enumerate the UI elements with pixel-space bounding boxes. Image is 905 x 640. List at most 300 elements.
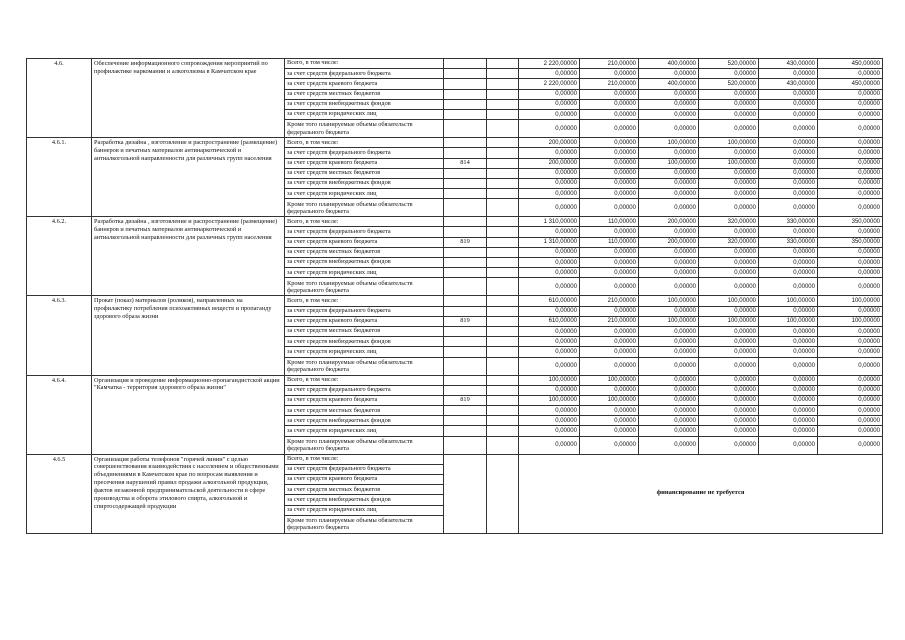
item-number: 4.6.1. — [27, 138, 92, 217]
grbs-code — [444, 109, 487, 119]
amount-year: 0,00000 — [759, 168, 818, 178]
grbs-code — [444, 247, 487, 257]
amount-year: 0,00000 — [580, 247, 639, 257]
amount-year: 0,00000 — [639, 227, 699, 237]
amount-year: 350,00000 — [818, 217, 883, 227]
amount-year: 0,00000 — [699, 69, 759, 79]
amount-total: 100,00000 — [519, 375, 580, 385]
funding-source-label: за счет средств федерального бюджета — [285, 306, 444, 316]
amount-year: 0,00000 — [580, 406, 639, 416]
funding-source-label: за счет средств юридических лиц — [285, 189, 444, 199]
blank-cell — [487, 168, 519, 178]
blank-cell — [487, 278, 519, 296]
amount-year: 100,00000 — [759, 296, 818, 306]
funding-source-label: Всего, в том числе: — [285, 217, 444, 227]
item-name: Разработка дизайна , изготовление и распространение (размещение) баннеров и печатных материалов антинаркотической и антиалкогольной направленности для различных групп населения — [92, 138, 285, 217]
grbs-code — [444, 426, 487, 436]
blank-cell — [487, 258, 519, 268]
amount-year: 0,00000 — [759, 199, 818, 217]
amount-year: 0,00000 — [759, 138, 818, 148]
amount-total: 0,00000 — [519, 99, 580, 109]
amount-year: 0,00000 — [818, 357, 883, 375]
item-name: Организация и проведение информационно-пропагандистской акции "Камчатка - территория здорового образа жизни" — [92, 375, 285, 454]
amount-total: 0,00000 — [519, 69, 580, 79]
amount-year: 0,00000 — [639, 258, 699, 268]
amount-year: 330,00000 — [759, 217, 818, 227]
amount-total: 0,00000 — [519, 426, 580, 436]
amount-year: 0,00000 — [699, 395, 759, 405]
amount-total: 0,00000 — [519, 120, 580, 138]
amount-year: 0,00000 — [699, 99, 759, 109]
amount-year: 0,00000 — [639, 375, 699, 385]
funding-source-label: за счет средств юридических лиц — [285, 347, 444, 357]
amount-year: 0,00000 — [759, 89, 818, 99]
amount-year: 320,00000 — [699, 237, 759, 247]
amount-year: 0,00000 — [759, 99, 818, 109]
amount-year: 0,00000 — [818, 436, 883, 454]
blank-cell — [487, 395, 519, 405]
funding-source-label: за счет средств местных бюджетов — [285, 247, 444, 257]
grbs-code — [444, 454, 487, 533]
blank-cell — [487, 189, 519, 199]
funding-source-label: за счет средств краевого бюджета — [285, 158, 444, 168]
amount-year: 0,00000 — [759, 306, 818, 316]
blank-cell — [487, 138, 519, 148]
amount-year: 0,00000 — [699, 278, 759, 296]
amount-year: 0,00000 — [818, 69, 883, 79]
amount-year: 0,00000 — [580, 99, 639, 109]
funding-source-label: за счет средств краевого бюджета — [285, 395, 444, 405]
amount-year: 0,00000 — [639, 395, 699, 405]
funding-source-label: за счет средств внебюджетных фондов — [285, 258, 444, 268]
blank-cell — [487, 89, 519, 99]
funding-source-label: Кроме того планируемые объемы обязательств федерального бюджета — [285, 436, 444, 454]
amount-year: 0,00000 — [759, 247, 818, 257]
amount-year: 0,00000 — [759, 268, 818, 278]
amount-year: 0,00000 — [580, 326, 639, 336]
amount-year: 520,00000 — [699, 59, 759, 69]
amount-year: 0,00000 — [699, 357, 759, 375]
funding-table — [26, 58, 883, 534]
amount-total: 1 310,00000 — [519, 237, 580, 247]
blank-cell — [487, 158, 519, 168]
amount-year: 0,00000 — [580, 337, 639, 347]
blank-cell — [487, 357, 519, 375]
grbs-code — [444, 357, 487, 375]
amount-year: 0,00000 — [699, 426, 759, 436]
amount-year: 0,00000 — [580, 416, 639, 426]
amount-year: 0,00000 — [759, 158, 818, 168]
amount-year: 200,00000 — [639, 237, 699, 247]
funding-source-label: за счет средств внебюджетных фондов — [285, 495, 444, 505]
amount-year: 200,00000 — [639, 217, 699, 227]
funding-source-label: за счет средств федерального бюджета — [285, 227, 444, 237]
amount-year: 0,00000 — [818, 258, 883, 268]
item-name: Прокат (показ) материалов (роликов), направленных на профилактику потребления психоактивных веществ и пропаганду здорового образа жизни — [92, 296, 285, 375]
funding-source-label: Кроме того планируемые объемы обязательств федерального бюджета — [285, 278, 444, 296]
grbs-code — [444, 178, 487, 188]
amount-year: 330,00000 — [759, 237, 818, 247]
amount-year: 0,00000 — [639, 120, 699, 138]
blank-cell — [487, 268, 519, 278]
amount-year: 0,00000 — [699, 416, 759, 426]
amount-year: 0,00000 — [580, 385, 639, 395]
amount-year: 430,00000 — [759, 79, 818, 89]
grbs-code: 819 — [444, 395, 487, 405]
amount-total: 0,00000 — [519, 326, 580, 336]
funding-source-label: за счет средств федерального бюджета — [285, 385, 444, 395]
blank-cell — [487, 375, 519, 385]
grbs-code — [444, 59, 487, 69]
amount-year: 110,00000 — [580, 237, 639, 247]
amount-year: 0,00000 — [759, 357, 818, 375]
grbs-code — [444, 69, 487, 79]
amount-year: 0,00000 — [759, 109, 818, 119]
amount-year: 0,00000 — [699, 436, 759, 454]
amount-year: 0,00000 — [759, 416, 818, 426]
grbs-code — [444, 89, 487, 99]
amount-year: 0,00000 — [639, 278, 699, 296]
grbs-code — [444, 99, 487, 109]
blank-cell — [487, 416, 519, 426]
amount-year: 100,00000 — [639, 138, 699, 148]
funding-source-label: за счет средств краевого бюджета — [285, 79, 444, 89]
amount-year: 0,00000 — [759, 258, 818, 268]
grbs-code — [444, 347, 487, 357]
program-funding-table-sheet — [26, 58, 883, 534]
amount-year: 0,00000 — [759, 375, 818, 385]
amount-year: 0,00000 — [759, 69, 818, 79]
amount-year: 0,00000 — [699, 189, 759, 199]
amount-year: 0,00000 — [818, 89, 883, 99]
amount-total: 100,00000 — [519, 395, 580, 405]
funding-source-label: за счет средств юридических лиц — [285, 109, 444, 119]
amount-year: 0,00000 — [580, 109, 639, 119]
amount-year: 210,00000 — [580, 59, 639, 69]
blank-cell — [487, 227, 519, 237]
table-row — [27, 375, 883, 385]
amount-year: 0,00000 — [699, 258, 759, 268]
amount-year: 0,00000 — [818, 199, 883, 217]
amount-year: 0,00000 — [818, 247, 883, 257]
amount-year: 0,00000 — [580, 120, 639, 138]
no-funding-note: финансирование не требуется — [519, 454, 883, 533]
amount-year: 0,00000 — [580, 436, 639, 454]
grbs-code — [444, 385, 487, 395]
funding-source-label: за счет средств краевого бюджета — [285, 316, 444, 326]
grbs-code — [444, 217, 487, 227]
amount-year: 0,00000 — [639, 306, 699, 316]
amount-year: 100,00000 — [580, 375, 639, 385]
blank-cell — [487, 199, 519, 217]
amount-year: 0,00000 — [759, 227, 818, 237]
amount-year: 0,00000 — [639, 199, 699, 217]
amount-total: 2 220,00000 — [519, 59, 580, 69]
grbs-code — [444, 120, 487, 138]
amount-year: 0,00000 — [759, 120, 818, 138]
amount-year: 0,00000 — [699, 347, 759, 357]
item-number: 4.6. — [27, 59, 92, 138]
table-row — [27, 454, 883, 464]
amount-year: 0,00000 — [639, 337, 699, 347]
amount-year: 0,00000 — [818, 109, 883, 119]
amount-year: 0,00000 — [699, 337, 759, 347]
grbs-code — [444, 258, 487, 268]
amount-year: 0,00000 — [580, 69, 639, 79]
grbs-code — [444, 436, 487, 454]
table-row — [27, 296, 883, 306]
amount-year: 0,00000 — [818, 406, 883, 416]
funding-source-label: за счет средств юридических лиц — [285, 505, 444, 515]
funding-source-label: за счет средств местных бюджетов — [285, 89, 444, 99]
amount-total: 610,00000 — [519, 296, 580, 306]
amount-total: 200,00000 — [519, 158, 580, 168]
amount-year: 0,00000 — [759, 189, 818, 199]
amount-year: 0,00000 — [759, 436, 818, 454]
blank-cell — [487, 385, 519, 395]
amount-year: 0,00000 — [818, 375, 883, 385]
grbs-code: 819 — [444, 316, 487, 326]
amount-year: 0,00000 — [580, 168, 639, 178]
blank-cell — [487, 436, 519, 454]
amount-year: 320,00000 — [699, 217, 759, 227]
amount-year: 520,00000 — [699, 79, 759, 89]
amount-total: 0,00000 — [519, 178, 580, 188]
amount-year: 0,00000 — [818, 278, 883, 296]
grbs-code — [444, 227, 487, 237]
amount-year: 0,00000 — [639, 99, 699, 109]
item-name: Обеспечение информационного сопровождения мероприятий по профилактике наркомании и алкоголизма в Камчатском крае — [92, 59, 285, 138]
grbs-code — [444, 199, 487, 217]
amount-total: 0,00000 — [519, 227, 580, 237]
blank-cell — [487, 347, 519, 357]
amount-year: 0,00000 — [699, 385, 759, 395]
amount-year: 0,00000 — [639, 406, 699, 416]
blank-cell — [487, 109, 519, 119]
amount-year: 0,00000 — [818, 227, 883, 237]
grbs-code — [444, 406, 487, 416]
amount-year: 0,00000 — [818, 158, 883, 168]
funding-source-label: Всего, в том числе: — [285, 59, 444, 69]
grbs-code — [444, 138, 487, 148]
blank-cell — [487, 296, 519, 306]
amount-total: 0,00000 — [519, 89, 580, 99]
amount-year: 450,00000 — [818, 59, 883, 69]
amount-year: 100,00000 — [639, 296, 699, 306]
amount-year: 0,00000 — [580, 347, 639, 357]
amount-year: 0,00000 — [699, 306, 759, 316]
funding-table-body — [27, 59, 883, 534]
funding-source-label: Кроме того планируемые объемы обязательств федерального бюджета — [285, 199, 444, 217]
amount-year: 100,00000 — [639, 316, 699, 326]
amount-year: 0,00000 — [818, 268, 883, 278]
blank-cell — [487, 247, 519, 257]
funding-source-label: за счет средств федерального бюджета — [285, 148, 444, 158]
amount-year: 0,00000 — [699, 199, 759, 217]
grbs-code — [444, 375, 487, 385]
amount-year: 0,00000 — [818, 306, 883, 316]
blank-cell — [487, 306, 519, 316]
amount-year: 0,00000 — [639, 148, 699, 158]
funding-source-label: за счет средств местных бюджетов — [285, 168, 444, 178]
amount-total: 0,00000 — [519, 268, 580, 278]
table-row — [27, 59, 883, 69]
amount-year: 0,00000 — [580, 138, 639, 148]
amount-year: 0,00000 — [699, 227, 759, 237]
blank-cell — [487, 178, 519, 188]
table-row — [27, 217, 883, 227]
amount-year: 100,00000 — [699, 158, 759, 168]
amount-total: 0,00000 — [519, 247, 580, 257]
amount-total: 0,00000 — [519, 109, 580, 119]
amount-year: 0,00000 — [818, 426, 883, 436]
funding-source-label: Всего, в том числе: — [285, 138, 444, 148]
grbs-code — [444, 189, 487, 199]
blank-cell — [487, 326, 519, 336]
amount-year: 0,00000 — [759, 395, 818, 405]
amount-year: 0,00000 — [580, 89, 639, 99]
amount-year: 100,00000 — [818, 296, 883, 306]
funding-source-label: за счет средств местных бюджетов — [285, 485, 444, 495]
amount-year: 430,00000 — [759, 59, 818, 69]
amount-year: 0,00000 — [699, 120, 759, 138]
item-name: Организация работы телефонов "горячей линии" с целью совершенствования взаимодействия с населением и общественными объединениями в Камчатском крае по вопросам выявления и пресечения нарушений правил продажи алкогольной продукции, фактов незаконной предпринимательской деятельности в сфере производства и оборота этилового спирта, алкогольной и спиртосодержащей продукции — [92, 454, 285, 533]
item-number: 4.6.3. — [27, 296, 92, 375]
funding-source-label: за счет средств местных бюджетов — [285, 326, 444, 336]
grbs-code — [444, 296, 487, 306]
item-name: Разработка дизайна , изготовление и распространение (размещение) баннеров и печатных материалов антинаркотической и антиалкогольной направленности для различных групп населения — [92, 217, 285, 296]
amount-year: 400,00000 — [639, 79, 699, 89]
amount-year: 100,00000 — [759, 316, 818, 326]
amount-year: 100,00000 — [818, 316, 883, 326]
funding-source-label: Кроме того планируемые объемы обязательств федерального бюджета — [285, 515, 444, 533]
amount-year: 0,00000 — [580, 306, 639, 316]
amount-year: 0,00000 — [639, 436, 699, 454]
funding-source-label: Кроме того планируемые объемы обязательств федерального бюджета — [285, 357, 444, 375]
amount-year: 0,00000 — [580, 189, 639, 199]
funding-source-label: за счет средств внебюджетных фондов — [285, 416, 444, 426]
amount-total: 0,00000 — [519, 199, 580, 217]
amount-year: 0,00000 — [699, 178, 759, 188]
grbs-code: 819 — [444, 237, 487, 247]
amount-year: 100,00000 — [639, 158, 699, 168]
amount-year: 0,00000 — [818, 385, 883, 395]
blank-cell — [487, 120, 519, 138]
amount-year: 0,00000 — [818, 99, 883, 109]
amount-year: 0,00000 — [699, 326, 759, 336]
blank-cell — [487, 337, 519, 347]
amount-total: 0,00000 — [519, 416, 580, 426]
blank-cell — [487, 79, 519, 89]
grbs-code — [444, 268, 487, 278]
amount-year: 210,00000 — [580, 316, 639, 326]
amount-year: 0,00000 — [699, 406, 759, 416]
amount-year: 0,00000 — [639, 247, 699, 257]
item-number: 4.6.5 — [27, 454, 92, 533]
grbs-code — [444, 326, 487, 336]
amount-year: 0,00000 — [639, 326, 699, 336]
amount-year: 0,00000 — [699, 89, 759, 99]
amount-year: 0,00000 — [580, 199, 639, 217]
funding-source-label: за счет средств внебюджетных фондов — [285, 178, 444, 188]
amount-year: 0,00000 — [639, 69, 699, 79]
amount-total: 0,00000 — [519, 148, 580, 158]
grbs-code — [444, 168, 487, 178]
amount-year: 0,00000 — [580, 178, 639, 188]
grbs-code: 814 — [444, 158, 487, 168]
amount-total: 0,00000 — [519, 385, 580, 395]
amount-year: 0,00000 — [639, 357, 699, 375]
amount-total: 610,00000 — [519, 316, 580, 326]
amount-total: 0,00000 — [519, 436, 580, 454]
funding-source-label: Кроме того планируемые объемы обязательств федерального бюджета — [285, 120, 444, 138]
amount-year: 210,00000 — [580, 296, 639, 306]
amount-total: 0,00000 — [519, 357, 580, 375]
blank-cell — [487, 217, 519, 227]
blank-cell — [487, 406, 519, 416]
amount-year: 0,00000 — [639, 89, 699, 99]
amount-year: 0,00000 — [639, 347, 699, 357]
grbs-code — [444, 416, 487, 426]
amount-year: 0,00000 — [580, 258, 639, 268]
amount-year: 0,00000 — [580, 357, 639, 375]
amount-total: 0,00000 — [519, 189, 580, 199]
funding-source-label: Всего, в том числе: — [285, 454, 444, 464]
amount-total: 0,00000 — [519, 278, 580, 296]
amount-year: 0,00000 — [639, 168, 699, 178]
amount-total: 2 220,00000 — [519, 79, 580, 89]
amount-year: 0,00000 — [580, 227, 639, 237]
funding-source-label: за счет средств местных бюджетов — [285, 406, 444, 416]
funding-source-label: Всего, в том числе: — [285, 296, 444, 306]
amount-year: 0,00000 — [639, 189, 699, 199]
funding-source-label: за счет средств юридических лиц — [285, 268, 444, 278]
amount-total: 200,00000 — [519, 138, 580, 148]
grbs-code — [444, 337, 487, 347]
amount-total: 0,00000 — [519, 306, 580, 316]
grbs-code — [444, 306, 487, 316]
amount-year: 350,00000 — [818, 237, 883, 247]
amount-year: 0,00000 — [818, 347, 883, 357]
amount-year: 0,00000 — [759, 326, 818, 336]
amount-year: 400,00000 — [639, 59, 699, 69]
blank-cell — [487, 59, 519, 69]
amount-year: 0,00000 — [699, 268, 759, 278]
amount-year: 0,00000 — [818, 148, 883, 158]
amount-year: 0,00000 — [759, 406, 818, 416]
amount-year: 450,00000 — [818, 79, 883, 89]
amount-year: 100,00000 — [699, 316, 759, 326]
amount-year: 0,00000 — [818, 189, 883, 199]
amount-year: 0,00000 — [639, 268, 699, 278]
amount-total: 0,00000 — [519, 168, 580, 178]
amount-year: 0,00000 — [818, 395, 883, 405]
amount-year: 0,00000 — [759, 337, 818, 347]
item-number: 4.6.2. — [27, 217, 92, 296]
grbs-code — [444, 278, 487, 296]
amount-year: 0,00000 — [759, 148, 818, 158]
blank-cell — [487, 99, 519, 109]
amount-year: 0,00000 — [818, 138, 883, 148]
amount-year: 0,00000 — [759, 426, 818, 436]
amount-year: 0,00000 — [818, 120, 883, 138]
item-number: 4.6.4. — [27, 375, 92, 454]
funding-source-label: Всего, в том числе: — [285, 375, 444, 385]
amount-year: 0,00000 — [699, 109, 759, 119]
blank-cell — [487, 454, 519, 533]
amount-year: 0,00000 — [699, 148, 759, 158]
amount-year: 0,00000 — [818, 168, 883, 178]
